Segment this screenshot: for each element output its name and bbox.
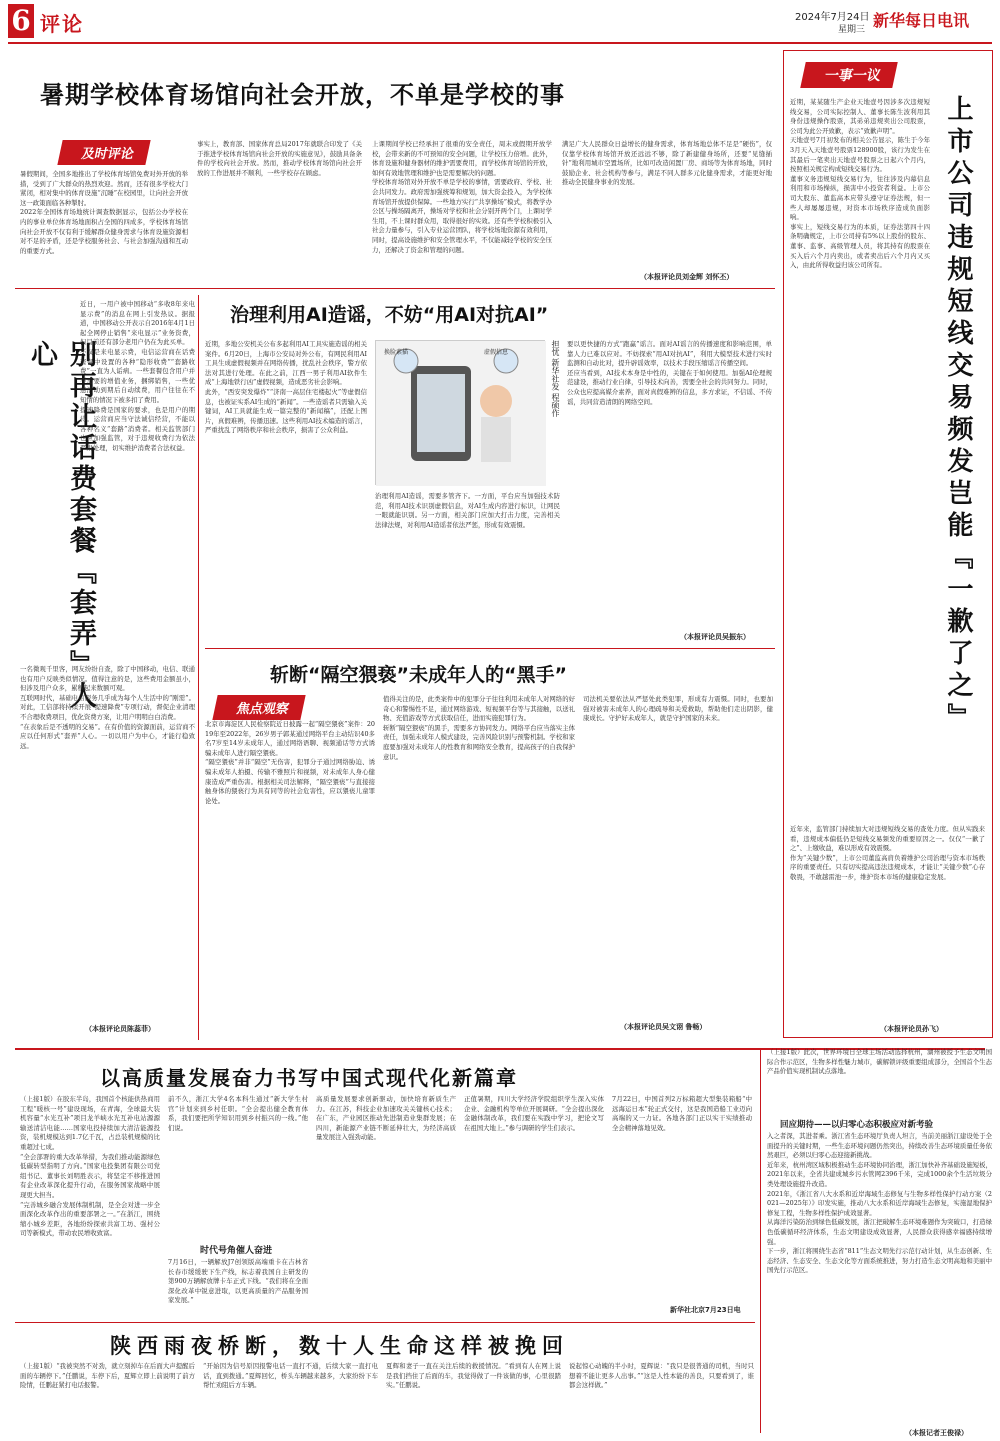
focus-para-1: 北京市海淀区人民检察院近日披露一起“隔空猥亵”案件：2019年至2022年，26岁男子郭某通过网络平台主动结识40多名7岁至14岁未成年人，通过网络语聊、视频通话等方式诱骗未成年人进行隔空猥亵。 “隔空猥亵”并非“隔空”无伤害，犯罪分子通过网络胁迫、诱骗未成年人拍摄、传输不雅照片和视频，对未成年人身心健康造成严重伤害。根据相关司法解释，“隔空猥亵”与直接接触身体的猥亵行为具有同等的社会危害性，应以猥亵儿童罪论处。 <box>205 720 375 805</box>
divider-ai <box>205 648 775 649</box>
yishi-credit: （本报评论员孙飞） <box>880 1025 943 1033</box>
issue-weekday: 星期三 <box>838 25 866 35</box>
bottom-para-1: （上接1版）“我被突然不对劲，就立刻掉车在后面大声提醒后面的车辆停下。”任鹏说，车停下后，夏辉立即上前说明了前方险情，任鹏赶紧打电话报警。 <box>20 1362 195 1390</box>
hq-para-4: 高质量发展要求创新驱动，加快培育新质生产力。在江苏，科技企业加速攻关关键核心技术；在广东，产业园区推动先进制造业集群发展；在四川，新能源产业链不断延伸壮大，为经济高质量发展注入强劲动能。 <box>316 1095 456 1142</box>
main-para-3: 上课期间学校已经承担了很重的安全责任，周末或假期开放学校，会带来新的不可预知的安全问题，让学校压力倍增。此外，体育设施和健身器材的维护需要费用，而学校体育场馆的开放，如何有效地管理和维护也是需要解决的问题。 学校体育场馆对外开放不单是学校的事情，需要政府、学校、社会共同发力。政府需加强统筹和规划，加大资金投入，为学校体育场馆开放提供保障。一些地方实行“共享操场”模式，将教学办公区与操场隔离开，操场对学校和社会分别开两个门，上课时学生用，不上课时群众用，取得很好的实效。还有些学校积极引入社会力量参与，引入专业运营团队，将学校场地资源有效利用，同时，提高设施维护和安全管理水平，不仅能减轻学校的安全压力，还解决了资金和管理的问题。 <box>372 140 552 254</box>
phone-fee-vertical-title: 别再让话费套餐『套弄』人心 <box>26 340 96 712</box>
right-body: 入之者深，其进者乘。浙江省生态环境厅负责人坦言，当前美丽浙江建设处于全面提升的关键时期，一些生态环境问题仍然突出，持续改善生态环境质量任务依然艰巨，必须以归零心态迎接新挑战。 近年来，杭州湾区域积极推动生态环境协同治理，浙江加快补齐基础设施短板，2021年以来，全省共建成城乡污水管网2396千米，完成1000余个生活垃圾分类处理设施提升改造。 2021年，《浙江省八大水系和近岸海域生态修复与生物多样性保护行动方案（2021—2025年）》印发实施，推动八大水系和近岸海域生态修复，实施湿地保护修复工程，生物多样性保护成效显著。 从海洋污染防治到绿色低碳发展，浙江把破解生态环境难题作为突破口，打造绿色低碳循环经济体系，生态文明建设成效显著，人民群众获得感幸福感持续增强。 下一步，浙江将围绕生态省“811”生态文明先行示范行动计划，从生态创新、生态经济、生态安全、生态文化等方面系统推进，努力打造生态文明高地和美丽中国先行示范区。 <box>767 1132 992 1275</box>
bottom-para-2: “开始因为信号原因报警电话一直打不通，后续大家一直打电话，直到拨通。”夏辉回忆，桥头车辆越来越多，大家纷纷下车帮忙劝阻后方车辆。 <box>203 1362 378 1390</box>
issue-date: 2024年7月24日 <box>795 12 870 23</box>
illus-label-1: 换脸素描 <box>384 349 409 356</box>
ai-illustration-svg <box>376 341 546 486</box>
bottom-headline: 陕西雨夜桥断，数十人生命这样被挽回 <box>110 1334 569 1358</box>
hq-para-5: 正值暑期，四川大学经济学院组织学生深入实体企业、金融机构等单位开展调研。“全会提出深化金融体制改革，我们要在实践中学习，把论文写在祖国大地上。”参与调研的学生们表示。 <box>464 1095 604 1132</box>
main-para-4: 满足广大人民群众日益增长的健身需求，体育场地总体不足是“硬伤”，仅仅靠学校体育场馆开放还远远不够，除了新建健身场所，还要“见缝插针”地利用城市空置场所，比如可改造闲置厂房、商场等为体育场地，同时鼓励企业、社会机构等参与，满足不同人群多元化健身需求，才能更好地推动全民健身事业的发展。 <box>562 140 772 187</box>
divider-right <box>760 1048 761 1433</box>
yishi-vertical-title: 上市公司违规短线交易频发岂能『一歉了之』 <box>943 95 973 735</box>
badge-timely-comment: 及时评论 <box>57 140 150 165</box>
right-intro: （上接1版）此次，世界环境日全球主场活动选择杭州，湖州被授予生态文明国际合作示范区，生物多样性魅力城市，碳解锁评级重要组成部分，全国首个生态产品价值实现机制试点落地。 <box>767 1048 992 1076</box>
focus-headline: 斩断“隔空猥亵”未成年人的“黑手” <box>270 664 567 686</box>
right-subhead: 回应期待——以归零心态积极应对新考验 <box>780 1120 934 1130</box>
badge-yishi: 一事一议 <box>800 62 898 88</box>
hq-para-2: 前不久，浙江大学4名本科生通过“新大学生村官”计划来到乡村任职。“全会提出健全教育体系，我们要把所学知识用到乡村振兴的一线。”他们说。 <box>168 1095 308 1132</box>
hq-para-6: 7月22日，中国首列2万标箱超大型集装箱船“中远海运日本”轮正式交付，这是我国造船工业迈向高端的又一力证。各地各部门正以实干实绩推动全会精神落地见效。 <box>612 1095 752 1132</box>
divider-left <box>198 295 199 1040</box>
hq-para-3: 7月16日，一辆解放J7创领版高端重卡在吉林省长春市缓缓驶下生产线，标志着我国自主研发的第900万辆解放牌卡车正式下线。“我们将在全面深化改革中锐意进取，以更高质量的产品服务国家发展。” <box>168 1258 308 1305</box>
ai-credit: （本报评论员吴振东） <box>680 633 750 641</box>
illus-label-2: 虚假信息 <box>484 349 509 356</box>
main-para-2: 事实上，教育部、国家体育总局2017年就联合印发了《关于推进学校体育场馆向社会开放的实施意见》，鼓励具备条件的学校向社会开放。然而，推动学校体育场馆向社会开放的工作进展并不顺利，一些学校存在顾虑。 <box>197 140 362 177</box>
section-title: 评论 <box>40 12 84 36</box>
ai-para-3: 要以更快捷的方式“跑赢”谣言。面对AI谣言的传播速度和影响范围，单靠人力已难以应对。不妨探索“用AI对抗AI”，利用大模型技术进行实时监测和自动比对，提升辟谣效率，以技术手段压缩谣言传播空间。 还应当看到，AI技术本身是中性的，关键在于如何使用。加强AI伦理规范建设，推动行业自律，引导技术向善，需要全社会的共同努力。同时，公众也应提高媒介素养，面对真假难辨的信息，多方求证，不信谣、不传谣，共同营造清朗的网络空间。 <box>567 340 772 406</box>
page-number: 6 <box>8 4 34 38</box>
ai-para-1: 近期，多地公安机关公布多起利用AI工具实施造谣的相关案件。6月20日，上海市公安局对外公布，有网民利用AI工具生成虚假视频并在网络传播，扰乱社会秩序，警方依法对其进行处理。在此之前，江西一男子利用AI软件生成“上海地铁行凶”虚假视频，造成恶劣社会影响。 此外，“西安突发爆炸”“济南一高层住宅楼起火”等虚假信息，也被证实系AI生成的“新闻”。一些造谣者只需输入关键词，AI工具就能生成一篇完整的“新闻稿”，还配上图片，真假难辨，传播迅速。这些利用AI技术编造的谣言，严重扰乱了网络秩序和社会秩序，损害了公众利益。 <box>205 340 367 435</box>
right-credit: （本报记者王俊禄） <box>905 1429 968 1437</box>
hq-credit: 新华社北京7月23日电 <box>670 1306 741 1314</box>
yishi-para-1: 近期，某某随生产企业天地壹号因涉多次违规短线交易，公司实际控制人、董事长陈生波利用其身份违规操作股票，其弟弟违规卖出公司股票，公司为此公开致歉，表示“致歉声明”。 天地壹号7月初发布的相关公告显示，陈生于今年3月天入天地壹号股票128900股，该行为发生在其最后一笔卖出天地壹号股票之日起六个月内，按照相关规定构成短线交易行为。 董事义务违规短线交易行为，往往涉及内幕信息利用和市场操纵，损害中小投资者利益。上市公司大股东、董监高本应带头遵守证券法规，但一些人却屡屡违规，对资本市场秩序造成负面影响。 事实上，短线交易行为的本质，证券法第四十四条明确规定，上市公司持有5%以上股份的股东、董事、监事、高级管理人员，将其持有的股票在买入后六个月内卖出，或者卖出后六个月内又买入，由此所得收益归该公司所有。 <box>790 98 930 270</box>
ai-para-2: 治理利用AI造谣，需要多管齐下。一方面，平台应当加强技术防范，利用AI技术识别虚假信息，对AI生成内容进行标识，让网民一眼就能识别。另一方面，相关部门应加大打击力度，完善相关法律法规，对利用AI造谣者依法严惩，形成有效震慑。 <box>375 492 560 529</box>
header-rule <box>8 42 992 44</box>
main-credit: （本报评论员刘金辉 刘怀丕） <box>640 273 734 281</box>
main-para-1: 暑假期间，全国多地推出了学校体育场馆免费对外开放的举措，受到了广大群众的热烈欢迎。然而，还有很多学校大门紧闭，相对集中的体育设施“沉睡”在校园里，让向社会开放这一政策面临各种掣肘。 2022年全国体育场地统计调查数据显示，包括公办学校在内的事业单位体育场地面积占全国的四成多，学校体育场馆向社会开放不仅有利于缓解群众健身需求与体育设施资源相对不足的矛盾，还是学校服务社会、与社会加强沟通和互动的重要方式。 <box>20 170 188 255</box>
bottom-para-3: 夏辉和妻子一直在关注后续的救援情况。“看到有人在网上说是我们挡住了后面的车，我觉得做了一件该做的事，心里很踏实。”任鹏说。 <box>386 1362 561 1390</box>
phone-fee-para-1: 近日，一用户被中国移动“多收8年来电显示费”的消息在网上引发热议。据报道，中国移动公开表示自2016年4月1日起全网停止销售“来电显示”业务资费，但目前还有部分老用户仍在为此买单。 不仅是来电显示费，电信运营商在话费套餐中设置的各种“隐形收费”“套路收费”一直为人诟病。一些套餐包含用户并不需要的增值业务，捆绑销售，一些优惠活动到期后自动续费，用户往往在不知情的情况下被多扣了费用。 提速降费是国家的要求，也是用户的期待。运营商应当守法诚信经营，不能以各种名义“套路”消费者。相关监管部门也应加强监管，对于违规收费行为依法严肃处理，切实维护消费者合法权益。 <box>80 300 195 452</box>
phone-fee-credit: （本报评论员陈蕊菲） <box>85 1025 155 1033</box>
focus-para-3: 司法机关要依法从严惩处此类犯罪，形成有力震慑。同时，也要加强对被害未成年人的心理疏导和关爱救助，帮助他们走出阴影，健康成长。守护好未成年人，就是守护国家的未来。 <box>583 695 773 723</box>
badge-focus: 焦点观察 <box>212 695 305 720</box>
ai-illustration-caption: 担忧 新华社发 程硕作 <box>551 340 560 418</box>
ai-headline: 治理利用AI造谣，不妨“用AI对抗AI” <box>230 304 549 326</box>
focus-credit: （本报评论员吴文诩 鲁畅） <box>620 1023 707 1031</box>
hq-para-1: （上接1版）在胶东半岛，我国首个核能供热商用工程“暖核一号”建设现场，在青海，全球最大装机容量“水光互补”项目龙羊峡水光互补电站源源输送清洁电能……国家电投持续加大清洁能源投资，装机规模达到1.7亿千瓦，占总装机规模的比重超过七成。 “全会部署的重大改革举措，为我们推动能源绿色低碳转型指明了方向。”国家电投集团有限公司党组书记、董事长刘明胜表示，将坚定不移推进国有企业改革深化提升行动，在服务国家战略中展现更大担当。 “完善城乡融合发展体制机制，是全会对进一步全面深化改革作出的重要部署之一。”在浙江，围绕缩小城乡差距，各地纷纷探索共富工坊、强村公司等新模式，带动农民增收致富。 <box>20 1095 160 1238</box>
hq-headline: 以高质量发展奋力书写中国式现代化新篇章 <box>100 1066 518 1090</box>
phone-fee-para-2: 一名微观千里客，网友纷纷自查，除了中国移动，电信、联通也有用户反映类似情况。值得注意的是，这些费用金额虽小，但涉及用户众多，累积起来数额可观。 互联网时代，基础电信服务几乎成为每个人生活中的“刚需”。对此，工信部将持续开展“提速降费”专项行动，督促企业清理不合理收费项目，优化资费方案，让用户明明白白消费。 “在表象后是不透明的交易”。在有价值的资源面前，运营商不应以任何形式“套弄”人心。一切以用户为中心，才能行稳致远。 <box>20 665 195 750</box>
paper-logo: 新华每日电讯 <box>873 11 970 30</box>
divider-main <box>15 288 775 289</box>
yishi-para-2: 近年来，监管部门持续加大对违规短线交易的查处力度。但从实践来看，违规成本偏低仍是短线交易频发的重要原因之一。仅仅“一歉了之”、上缴收益，难以形成有效震慑。 作为“关键少数”，上市公司董监高肩负着维护公司治理与资本市场秩序的重要责任。只有切实提高违法违规成本，才能让“关键少数”心存敬畏，不敢越雷池一步，维护资本市场的健康稳定发展。 <box>790 825 985 881</box>
main-headline: 暑期学校体育场馆向社会开放，不单是学校的事 <box>40 81 565 109</box>
divider-bottom <box>15 1322 755 1323</box>
focus-para-2: 值得关注的是，此类案件中的犯罪分子往往利用未成年人对网络的好奇心和警惕性不足，通过网络游戏、短视频平台等与其接触，以送礼物、充值游戏等方式获取信任，进而实施犯罪行为。 斩断“隔空猥亵”的黑手，需要多方协同发力。网络平台应当落实主体责任，加强未成年人模式建设，完善风险识别与预警机制。学校和家庭要加强对未成年人的性教育和网络安全教育，提高孩子的自我保护意识。 <box>383 695 575 761</box>
bottom-para-4: 说起惊心动魄的半小时，夏辉说：“我只是很普通的司机，当时只想着不能让更多人出事。”“这是人性本能的善良，只要看到了，谁都会这样做。” <box>569 1362 754 1390</box>
hq-subhead: 时代号角催人奋进 <box>200 1246 273 1256</box>
ai-illustration <box>375 340 545 485</box>
